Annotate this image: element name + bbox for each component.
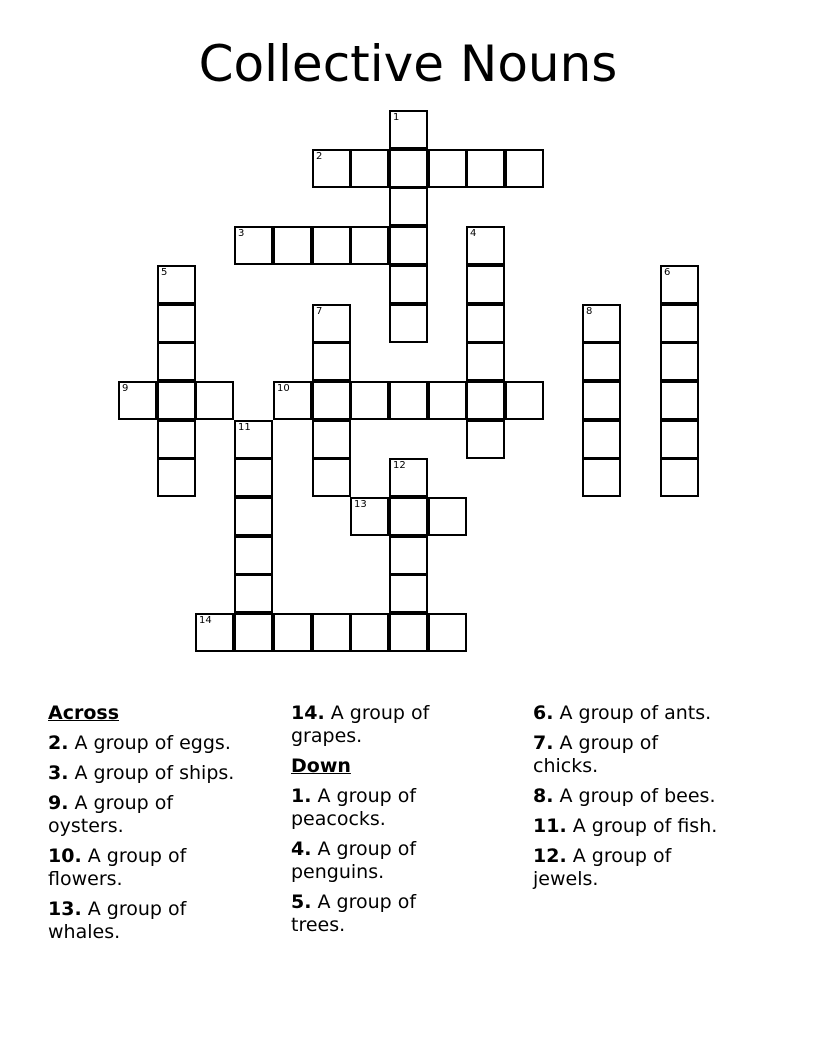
clue-number: 8. — [533, 785, 554, 807]
crossword-cell[interactable] — [273, 381, 312, 420]
crossword-cell[interactable] — [389, 497, 428, 536]
cell-number: 11 — [238, 422, 251, 433]
down-clue — [533, 732, 693, 778]
crossword-cell[interactable] — [389, 110, 428, 149]
clue-text: A group of eggs. — [74, 732, 231, 754]
crossword-cell[interactable] — [660, 420, 699, 459]
crossword-cell[interactable] — [389, 381, 428, 420]
cell-number: 4 — [470, 228, 477, 239]
crossword-cell[interactable] — [389, 304, 428, 343]
crossword-cell[interactable] — [428, 149, 467, 188]
clue-number: 12. — [533, 845, 567, 867]
across-clue — [48, 732, 278, 755]
cell-number: 13 — [354, 499, 367, 510]
clues-column-3 — [533, 702, 763, 898]
crossword-cell[interactable] — [234, 226, 273, 265]
clue-number: 11. — [533, 815, 567, 837]
across-clue — [48, 792, 208, 838]
crossword-cell[interactable] — [350, 613, 389, 652]
crossword-cell[interactable] — [350, 149, 389, 188]
crossword-cell[interactable] — [157, 304, 196, 343]
crossword-cell[interactable] — [389, 458, 428, 497]
crossword-cell[interactable] — [312, 226, 351, 265]
crossword-cell[interactable] — [389, 265, 428, 304]
crossword-cell[interactable] — [660, 265, 699, 304]
clue-number: 9. — [48, 792, 69, 814]
crossword-cell[interactable] — [312, 342, 351, 381]
crossword-cell[interactable] — [234, 420, 273, 459]
crossword-cell[interactable] — [389, 613, 428, 652]
crossword-cell[interactable] — [466, 265, 505, 304]
crossword-cell[interactable] — [582, 381, 621, 420]
crossword-cell[interactable] — [389, 536, 428, 575]
crossword-cell[interactable] — [157, 342, 196, 381]
crossword-cell[interactable] — [157, 381, 196, 420]
crossword-cell[interactable] — [660, 381, 699, 420]
crossword-cell[interactable] — [312, 458, 351, 497]
crossword-cell[interactable] — [582, 420, 621, 459]
crossword-cell[interactable] — [428, 613, 467, 652]
crossword-cell[interactable] — [234, 497, 273, 536]
down-clue — [533, 845, 693, 891]
cell-number: 3 — [238, 228, 245, 239]
crossword-cell[interactable] — [660, 304, 699, 343]
crossword-cell[interactable] — [389, 149, 428, 188]
crossword-cell[interactable] — [350, 226, 389, 265]
crossword-cell[interactable] — [234, 613, 273, 652]
crossword-cell[interactable] — [505, 381, 544, 420]
crossword-cell[interactable] — [157, 458, 196, 497]
crossword-cell[interactable] — [660, 458, 699, 497]
across-clue — [48, 898, 218, 944]
crossword-cell[interactable] — [157, 265, 196, 304]
crossword-cell[interactable] — [312, 381, 351, 420]
clues-column-1 — [48, 702, 278, 951]
crossword-cell[interactable] — [505, 149, 544, 188]
clues-column-2 — [291, 702, 521, 944]
clue-number: 1. — [291, 785, 312, 807]
across-clue — [291, 702, 461, 748]
crossword-cell[interactable] — [582, 342, 621, 381]
cell-number: 2 — [316, 151, 323, 162]
across-clue — [48, 762, 278, 785]
clue-text: A group of fish. — [572, 815, 718, 837]
clue-text: A group of ships. — [74, 762, 235, 784]
crossword-cell[interactable] — [234, 574, 273, 613]
clue-text: A group of oysters. — [48, 792, 174, 837]
clue-text: A group of trees. — [291, 891, 417, 936]
clue-text: A group of grapes. — [291, 702, 430, 747]
clue-number: 4. — [291, 838, 312, 860]
crossword-cell[interactable] — [273, 613, 312, 652]
cell-number: 12 — [393, 460, 406, 471]
down-clue — [291, 891, 451, 937]
clue-text: A group of bees. — [559, 785, 716, 807]
crossword-cell[interactable] — [350, 497, 389, 536]
cell-number: 7 — [316, 306, 323, 317]
crossword-cell[interactable] — [234, 536, 273, 575]
clue-number: 5. — [291, 891, 312, 913]
crossword-cell[interactable] — [389, 574, 428, 613]
cell-number: 5 — [161, 267, 168, 278]
crossword-cell[interactable] — [660, 342, 699, 381]
down-clue — [533, 785, 763, 808]
clue-text: A group of peacocks. — [291, 785, 417, 830]
clue-text: A group of whales. — [48, 898, 187, 943]
clue-number: 13. — [48, 898, 82, 920]
crossword-cell[interactable] — [273, 226, 312, 265]
across-heading: Across — [48, 702, 120, 724]
crossword-cell[interactable] — [312, 304, 351, 343]
cell-number: 1 — [393, 112, 400, 123]
clue-text: A group of flowers. — [48, 845, 187, 890]
crossword-cell[interactable] — [466, 342, 505, 381]
crossword-cell[interactable] — [582, 304, 621, 343]
crossword-cell[interactable] — [466, 381, 505, 420]
crossword-cell[interactable] — [118, 381, 157, 420]
cell-number: 9 — [122, 383, 129, 394]
crossword-cell[interactable] — [157, 420, 196, 459]
across-clue — [48, 845, 218, 891]
clue-number: 14. — [291, 702, 325, 724]
crossword-cell[interactable] — [312, 613, 351, 652]
cell-number: 6 — [664, 267, 671, 278]
crossword-cell[interactable] — [350, 381, 389, 420]
crossword-cell[interactable] — [195, 381, 234, 420]
crossword-cell[interactable] — [466, 304, 505, 343]
crossword-cell[interactable] — [389, 187, 428, 226]
clue-text: A group of penguins. — [291, 838, 417, 883]
down-clue — [291, 838, 451, 884]
clue-number: 3. — [48, 762, 69, 784]
clue-number: 6. — [533, 702, 554, 724]
clue-text: A group of jewels. — [533, 845, 672, 890]
crossword-cell[interactable] — [389, 226, 428, 265]
crossword-cell[interactable] — [234, 458, 273, 497]
crossword-cell[interactable] — [428, 381, 467, 420]
cell-number: 8 — [586, 306, 593, 317]
clue-number: 2. — [48, 732, 69, 754]
cell-number: 14 — [199, 615, 212, 626]
crossword-cell[interactable] — [428, 497, 467, 536]
crossword-cell[interactable] — [582, 458, 621, 497]
clue-number: 7. — [533, 732, 554, 754]
crossword-cell[interactable] — [312, 420, 351, 459]
down-clue — [533, 702, 763, 725]
clue-text: A group of ants. — [559, 702, 712, 724]
down-clue — [291, 785, 451, 831]
crossword-cell[interactable] — [195, 613, 234, 652]
crossword-cell[interactable] — [466, 420, 505, 459]
crossword-cell[interactable] — [466, 226, 505, 265]
down-clue — [533, 815, 763, 838]
crossword-cell[interactable] — [312, 149, 351, 188]
page-title: Collective Nouns — [198, 35, 618, 93]
clue-text: A group of chicks. — [533, 732, 659, 777]
clue-number: 10. — [48, 845, 82, 867]
cell-number: 10 — [277, 383, 290, 394]
down-heading: Down — [291, 755, 351, 777]
crossword-cell[interactable] — [466, 149, 505, 188]
